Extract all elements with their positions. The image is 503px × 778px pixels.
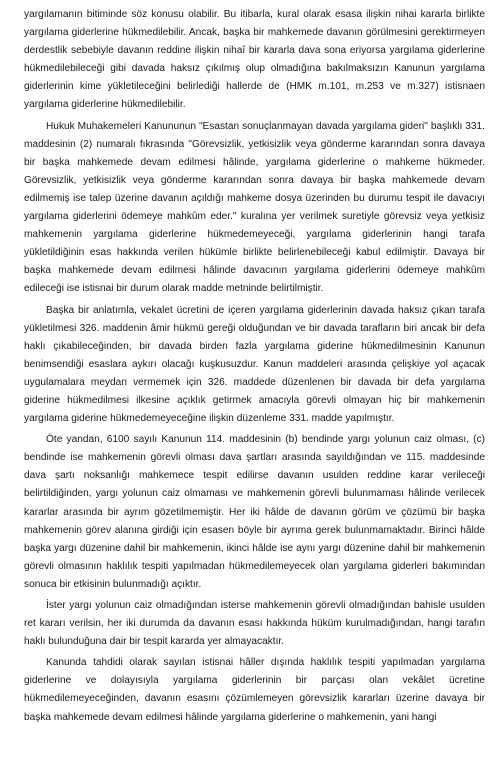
- paragraph-5: İster yargı yolunun caiz olmadığından isterse mahkemenin görevli olmadığından bahisle usulden ret kararı verilsin, her iki durumda da davanın esası hakkında hüküm kurulmadığından, hangi tarafın haklı bulunduğuna dair bir tespit kararda yer almayacaktır.: [24, 600, 485, 648]
- paragraph-1: yargılamanın bitiminde söz konusu olabilir. Bu itibarla, kural olarak esasa ilişkin nihai kararla birlikte yargılama giderlerine hükmedilebilir. Ancak, başka bir mahkemede davanın görülmesini gerektirmeyen derdestlik sebebiyle davanın reddine ilişkin nihaî bir kararla dava sona eriyorsa yargılama giderlerine hükmedilebileceği gibi davada haksız çıkılmış olup olmadığına bakılmaksızın Kanunun yargılama giderlerinin kime yükletileceğini belirlediği hallerde de (HMK m.101, m.253 ve m.327) istisnaen yargılama giderlerine hükmedilebilir.: [24, 9, 485, 111]
- paragraph-4: Öte yandan, 6100 sayılı Kanunun 114. maddesinin (b) bendinde yargı yolunun caiz olması, (c) bendinde ise mahkemenin görevli olması dava şartları arasında sayıldığından ve 115. maddesinde dava şartı noksanlığı mahkemece tespit edilirse davanın usulden reddine karar verileceği belirtildiğinden, yargı yolunun caiz olmaması ve mahkemenin görevli bulunmaması hâlinde verilecek kararlar arasında bir ayrım gözetilmemiştir. Her iki hâlde de davanın görüm ve çözümü bir başka mahkemenin görev alanına girdiği için esasen böyle bir ayrıma gerek bulunmamaktadır. Birinci hâlde başka yargı düzenine dahil bir mahkemenin, ikinci hâlde ise aynı yargı düzenine dahil bir mahkemenin görevli olmasının haklılık tespiti yapılmadan hükmedilemeyecek olan yargılama giderleri bakımından sonuca bir etkisinin bulunmadığı açıktır.: [24, 434, 485, 590]
- paragraph-6: Kanunda tahdidi olarak sayılan istisnai hâller dışında haklılık tespiti yapılmadan yargılama giderlerine ve dolayısıyla yargılama giderlerinin bir parçası olan vekâlet ücretine hükmedilemeyeceğinden, davanın esasını çözümlemeyen görevsizlik kararları üzerine davaya bir başka mahkemede devam edilmesi hâlinde yargılama giderlerine o mahkemenin, yani hangi: [24, 657, 485, 723]
- paragraph-3: Başka bir anlatımla, vekalet ücretini de içeren yargılama giderlerinin davada haksız çıkan tarafa yükletilmesi 326. maddenin âmir hükmü gereği olduğundan ve bir davada tarafların biri ancak bir defa haklı çıkabileceğinden, bir davada birden fazla yargılama giderine hükmedilmesinin Kanunun benimsendiği esaslara aykırı olacağı kuşkusuzdur. Kanun maddeleri arasında çelişkiye yol açacak uygulamalara meydan vermemek için 326. maddede düzenlenen bir davada bir defa yargılama giderine hükmedilmesi ilkesine açıklık getirmek amacıyla görevli olmayan hiç bir mahkemenin yargılama giderine hükmedemeyeceğine ilişkin düzenleme 331. madde yapılmıştır.: [24, 304, 485, 425]
- paragraph-2: Hukuk Muhakemeleri Kanununun "Esastan sonuçlanmayan davada yargılama gideri" başlıklı 331. maddesinin (2) numaralı fıkrasında "Görevsizlik, yetkisizlik veya gönderme kararından sonra davaya bir başka mahkemede devam edilmesi hâlinde, yargılama giderlerine o mahkeme hükmeder. Görevsizlik, yetkisizlik veya gönderme kararından sonra davaya bir başka mahkemede devam edilmemiş ise talep üzerine davanın açıldığı mahkeme dosya üzerinden bu durumu tespit ile davacıyı yargılama giderlerini ödemeye mahkûm eder." kuralına yer verilmek suretiyle görevsiz veya yetkisiz mahkemenin yargılama giderlerine hükmedemeyeceği, yargılama giderlerinin hangi tarafa yükletildiğinin esas hakkında verilen hükümle birlikte belirlenebileceği kabul edilmiştir. Davaya bir başka mahkemede devam edilmesi hâlinde davacının yargılama giderlerini ödemeye mahkûm edileceği ise istisnai bir durum olarak madde metninde belirtilmiştir.: [24, 120, 485, 295]
